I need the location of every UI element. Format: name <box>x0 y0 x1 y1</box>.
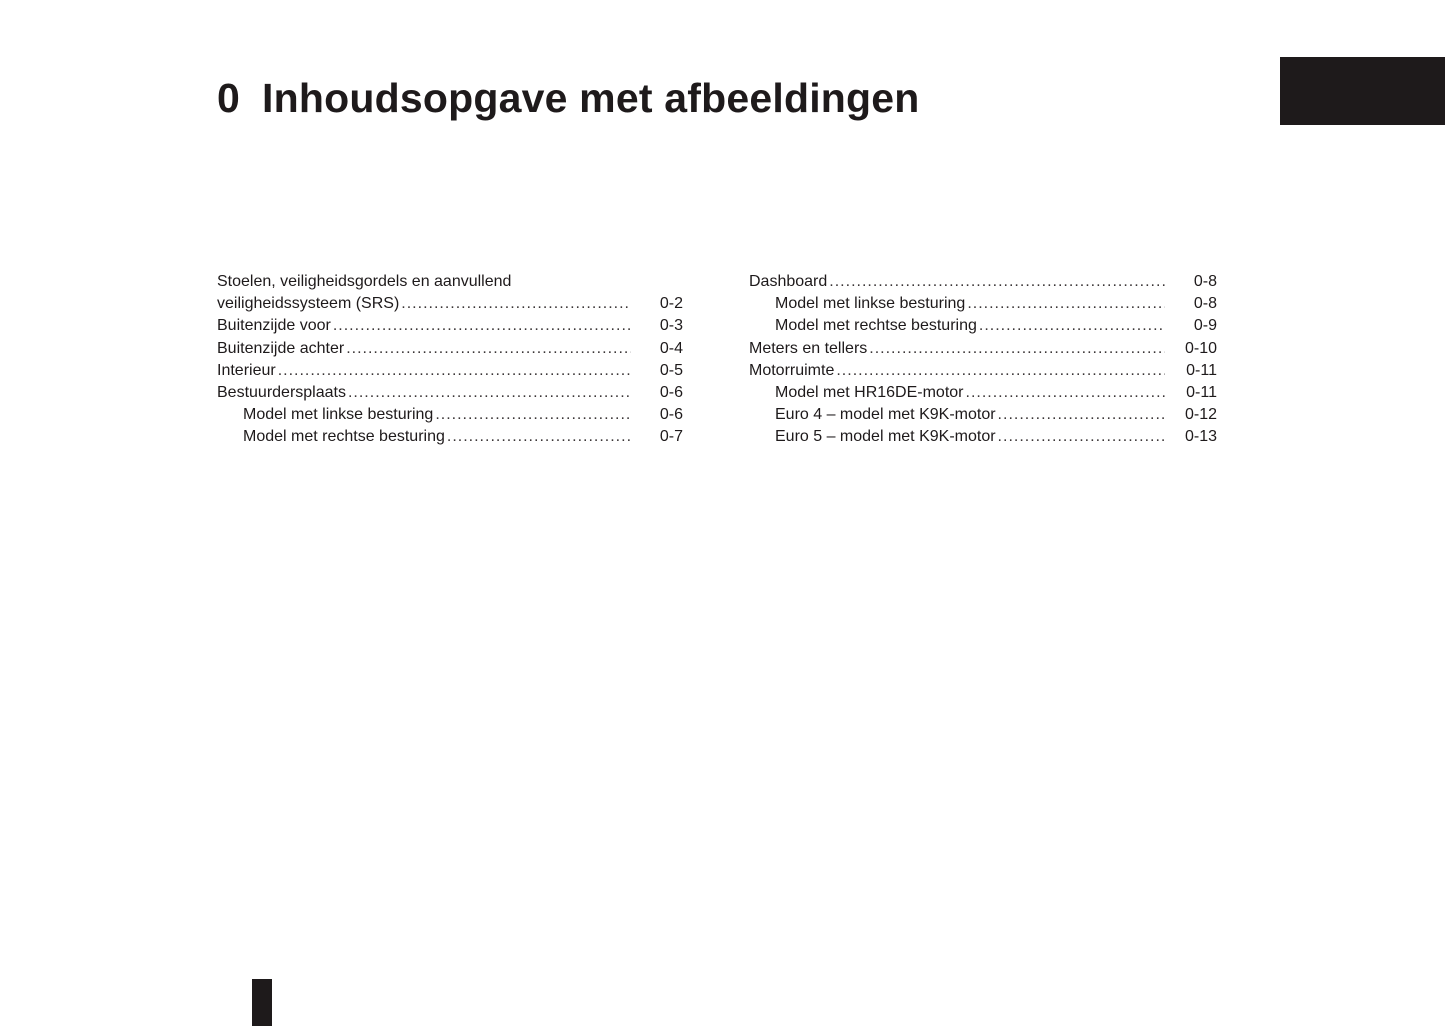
toc-page-ref: 0-5 <box>659 361 683 379</box>
toc-leader <box>435 404 631 426</box>
toc-entry-dashboard-rechtse-besturing[interactable] <box>749 315 1217 337</box>
toc-page-ref: 0-12 <box>1184 406 1217 424</box>
toc-page-ref: 0-6 <box>659 383 683 401</box>
toc-entry-label: Model met rechtse besturing <box>243 428 445 446</box>
toc-leader <box>869 338 1165 360</box>
toc-left-column <box>217 271 683 449</box>
toc-entry-label: Meters en tellers <box>749 339 868 357</box>
toc-leader <box>966 382 1166 404</box>
toc-entry-linkse-besturing[interactable] <box>217 404 683 426</box>
toc-page-ref: 0-6 <box>659 406 683 424</box>
page-edge-marker <box>252 979 272 1026</box>
toc-leader <box>278 360 631 382</box>
toc-leader <box>836 360 1165 382</box>
toc-page-ref: 0-11 <box>1186 361 1217 379</box>
toc-leader <box>447 426 631 448</box>
toc-entry-label: Buitenzijde achter <box>217 339 345 357</box>
toc-page-ref: 0-13 <box>1184 428 1217 446</box>
toc-entry-euro5-k9k-motor[interactable] <box>749 426 1217 448</box>
toc-entry-label: Euro 5 – model met K9K-motor <box>775 428 996 446</box>
toc-leader <box>401 293 631 315</box>
toc-leader <box>998 426 1165 448</box>
toc-page-ref: 0-7 <box>659 428 683 446</box>
toc-entry-label: Bestuurdersplaats <box>217 383 346 401</box>
toc-entry-label: Interieur <box>217 361 276 379</box>
toc-entry-label: Model met linkse besturing <box>243 406 434 424</box>
toc-entry-srs-line1 <box>217 271 683 293</box>
toc-entry-dashboard[interactable] <box>749 271 1217 293</box>
toc-entry-label: Model met HR16DE-motor <box>775 383 964 401</box>
page-title-text: Inhoudsopgave met afbeeldingen <box>262 75 920 121</box>
toc-page-ref: 0-3 <box>659 317 683 335</box>
toc-entry-label: Model met linkse besturing <box>775 295 966 313</box>
toc-page-ref: 0-11 <box>1186 383 1217 401</box>
toc-page-ref: 0-4 <box>659 339 683 357</box>
toc-page-ref: 0-8 <box>1193 273 1217 290</box>
toc-leader <box>979 315 1165 337</box>
toc-leader <box>348 382 631 404</box>
toc-page-ref: 0-2 <box>659 295 683 313</box>
toc-entry-label: Euro 4 – model met K9K-motor <box>775 406 996 424</box>
toc-entry-dashboard-linkse-besturing[interactable] <box>749 293 1217 315</box>
toc-leader <box>346 338 631 360</box>
toc-entry-buitenzijde-achter[interactable] <box>217 338 683 360</box>
toc-entry-hr16de-motor[interactable] <box>749 382 1217 404</box>
toc-entry-motorruimte[interactable] <box>749 360 1217 382</box>
toc-entry-bestuurdersplaats[interactable] <box>217 382 683 404</box>
toc-page-ref: 0-10 <box>1184 339 1217 357</box>
toc-leader <box>998 404 1165 426</box>
toc-entry-label: Buitenzijde voor <box>217 317 331 335</box>
page-title <box>217 72 920 124</box>
toc-page-ref: 0-9 <box>1193 317 1217 335</box>
toc-entry-rechtse-besturing[interactable] <box>217 426 683 448</box>
toc-entry-meters-en-tellers[interactable] <box>749 338 1217 360</box>
toc-entry-label: veiligheidssysteem (SRS) <box>217 295 400 313</box>
toc-entry-label: Motorruimte <box>749 361 835 379</box>
toc-entry-srs[interactable] <box>217 293 683 315</box>
toc-entry-label: Stoelen, veiligheidsgordels en aanvullend <box>217 273 512 290</box>
toc-entry-buitenzijde-voor[interactable] <box>217 315 683 337</box>
toc-entry-euro4-k9k-motor[interactable] <box>749 404 1217 426</box>
toc-leader <box>967 293 1165 315</box>
toc-leader <box>333 315 631 337</box>
toc-entry-label: Dashboard <box>749 273 828 290</box>
toc-leader <box>829 271 1165 293</box>
toc-page-ref: 0-8 <box>1193 295 1217 313</box>
toc-entry-label: Model met rechtse besturing <box>775 317 977 335</box>
chapter-number: 0 <box>217 75 241 121</box>
toc-right-column <box>749 271 1217 449</box>
toc-entry-interieur[interactable] <box>217 360 683 382</box>
chapter-tab-marker <box>1280 57 1445 125</box>
